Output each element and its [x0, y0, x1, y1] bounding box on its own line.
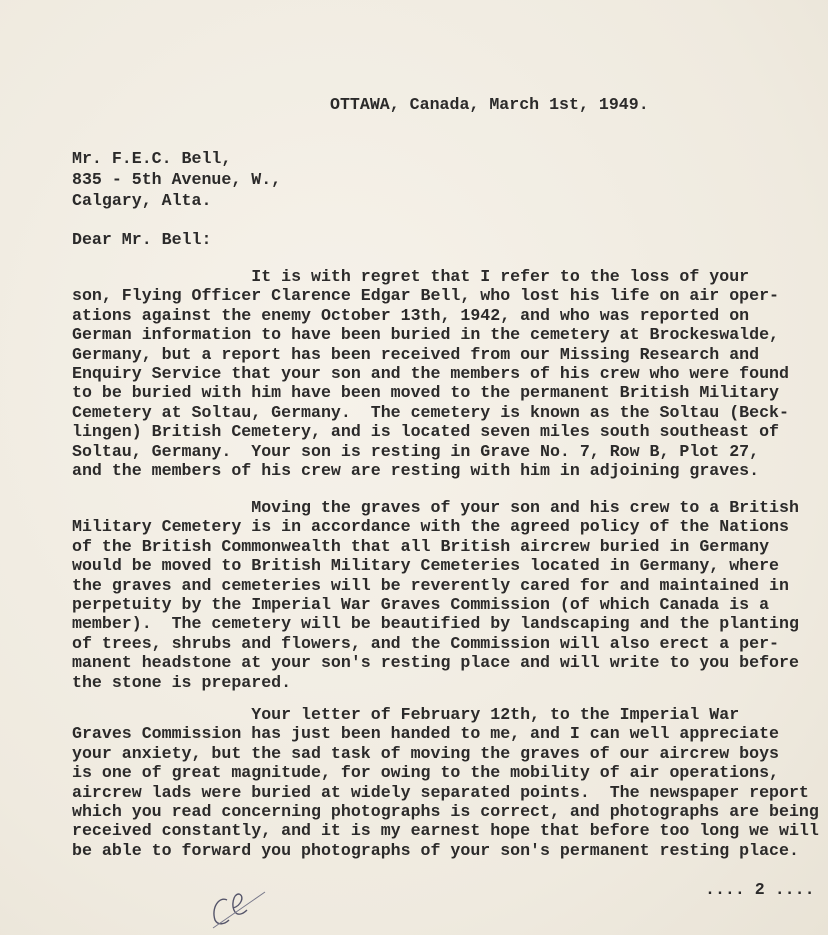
text-line: the stone is prepared. — [72, 672, 292, 692]
text-line: of the British Commonwealth that all British aircrew buried in Germany — [72, 536, 770, 556]
text-line: Graves Commission has just been handed to me, and I can well appreciate — [72, 724, 780, 744]
page-continuation-marker: .... 2 .... — [705, 880, 815, 899]
text-line: which you read concerning photographs is correct, and photographs are being — [72, 802, 819, 822]
text-line: perpetuity by the Imperial War Graves Commission (of which Canada is a — [72, 595, 770, 615]
handwritten-initials-ce — [205, 880, 275, 930]
salutation: Dear Mr. Bell: — [72, 230, 212, 249]
text-line: Your letter of February 12th, to the Imperial War — [72, 705, 740, 724]
paragraph-3 — [72, 705, 819, 860]
text-line: aircrew lads were buried at widely separated points. The newspaper report — [72, 782, 809, 802]
text-line: Soltau, Germany. Your son is resting in Grave No. 7, Row B, Plot 27, — [72, 441, 760, 461]
text-line: It is with regret that I refer to the loss of your — [72, 267, 750, 286]
paragraph-2 — [72, 498, 799, 692]
text-line: Enquiry Service that your son and the members of his crew who were found — [72, 364, 789, 384]
text-line: of trees, shrubs and flowers, and the Commission will also erect a per- — [72, 633, 780, 653]
text-line: would be moved to British Military Cemeteries located in Germany, where — [72, 556, 780, 576]
text-line: Military Cemetery is in accordance with the agreed policy of the Nations — [72, 517, 789, 537]
text-line: Cemetery at Soltau, Germany. The cemetery is known as the Soltau (Beck- — [72, 402, 789, 422]
text-line: German information to have been buried in the cemetery at Brockeswalde, — [72, 325, 780, 345]
text-line: your anxiety, but the sad task of moving the graves of our aircrew boys — [72, 743, 780, 763]
text-line: the graves and cemeteries will be reverently cared for and maintained in — [72, 575, 789, 595]
text-line: member). The cemetery will be beautified by landscaping and the planting — [72, 614, 799, 634]
text-line: received constantly, and it is my earnest hope that before too long we will — [72, 821, 819, 841]
address-line: 835 - 5th Avenue, W., — [72, 170, 282, 189]
recipient-address — [72, 148, 281, 211]
address-line: Calgary, Alta. — [72, 191, 212, 210]
text-line: son, Flying Officer Clarence Edgar Bell, who lost his life on air oper- — [72, 286, 780, 306]
text-line: ations against the enemy October 13th, 1942, and who was reported on — [72, 305, 750, 325]
text-line: Moving the graves of your son and his crew to a British — [72, 498, 799, 517]
text-line: to be buried with him have been moved to the permanent British Military — [72, 383, 780, 403]
text-line: is one of great magnitude, for owing to the mobility of air operations, — [72, 763, 780, 783]
text-line: and the members of his crew are resting with him in adjoining graves. — [72, 461, 760, 481]
text-line: manent headstone at your son's resting place and will write to you before — [72, 653, 799, 673]
text-line: Germany, but a report has been received from our Missing Research and — [72, 344, 760, 364]
date-line: OTTAWA, Canada, March 1st, 1949. — [330, 95, 649, 114]
paragraph-1 — [72, 267, 789, 480]
text-line: lingen) British Cemetery, and is located seven miles south southeast of — [72, 422, 780, 442]
address-line: Mr. F.E.C. Bell, — [72, 149, 232, 168]
text-line: be able to forward you photographs of your son's permanent resting place. — [72, 840, 799, 860]
